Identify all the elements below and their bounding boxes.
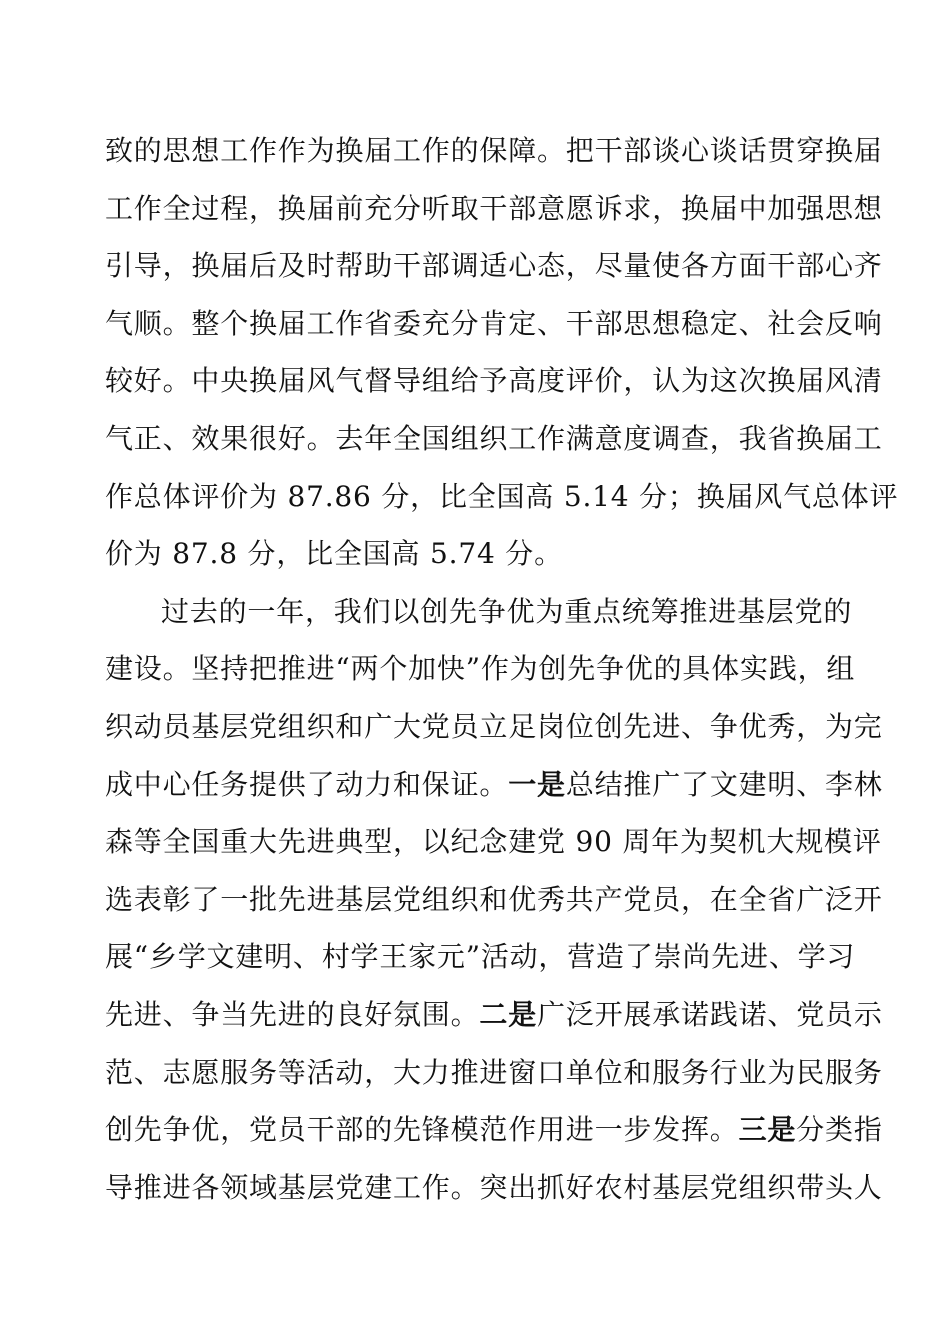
text-line: 过去的一年，我们以创先争优为重点统筹推进基层党的 (161, 594, 853, 628)
text-line: 工作全过程，换届前充分听取干部意愿诉求，换届中加强思想 (105, 191, 883, 225)
paragraph-1 (105, 122, 899, 583)
emphasis-third: 三是 (738, 1113, 797, 1147)
text-line: 较好。中央换届风气督导组给予高度评价，认为这次换届风清 (105, 364, 883, 398)
text-line: 森等全国重大先进典型，以纪念建党 90 周年为契机大规模评 (105, 825, 882, 859)
emphasis-second: 二是 (479, 997, 538, 1031)
text-line: 展“乡学文建明、村学王家元”活动，营造了崇尚先进、学习 (105, 940, 856, 974)
text-line: 作总体评价为 87.86 分，比全国高 5.14 分；换届风气总体评 (105, 479, 899, 513)
text-line: 引导，换届后及时帮助干部调适心态，尽量使各方面干部心齐 (105, 249, 883, 283)
paragraph-2 (105, 583, 883, 1217)
text-line: 气顺。整个换届工作省委充分肯定、干部思想稳定、社会反响 (105, 306, 883, 340)
text-line: 织动员基层党组织和广大党员立足岗位创先进、争优秀，为完 (105, 709, 883, 743)
text-line: 价为 87.8 分，比全国高 5.74 分。 (105, 537, 563, 571)
text-line: 建设。坚持把推进“两个加快”作为创先争优的具体实践，组 (105, 652, 856, 686)
text-line: 导推进各领域基层党建工作。突出抓好农村基层党组织带头人 (105, 1170, 883, 1204)
text-line: 致的思想工作作为换届工作的保障。把干部谈心谈话贯穿换届 (105, 134, 883, 167)
text-line: 先进、争当先进的良好氛围。二是广泛开展承诺践诺、党员示 (105, 997, 883, 1031)
text-line: 气正、效果很好。去年全国组织工作满意度调查，我省换届工 (105, 421, 883, 455)
text-line: 选表彰了一批先进基层党组织和优秀共产党员，在全省广泛开 (105, 882, 883, 916)
emphasis-first: 一是 (508, 767, 566, 801)
document-body (105, 122, 899, 1216)
text-line: 范、志愿服务等活动，大力推进窗口单位和服务行业为民服务 (105, 1055, 883, 1089)
text-line: 成中心任务提供了动力和保证。一是总结推广了文建明、李林 (105, 767, 883, 801)
text-line: 创先争优，党员干部的先锋模范作用进一步发挥。三是分类指 (105, 1113, 883, 1147)
